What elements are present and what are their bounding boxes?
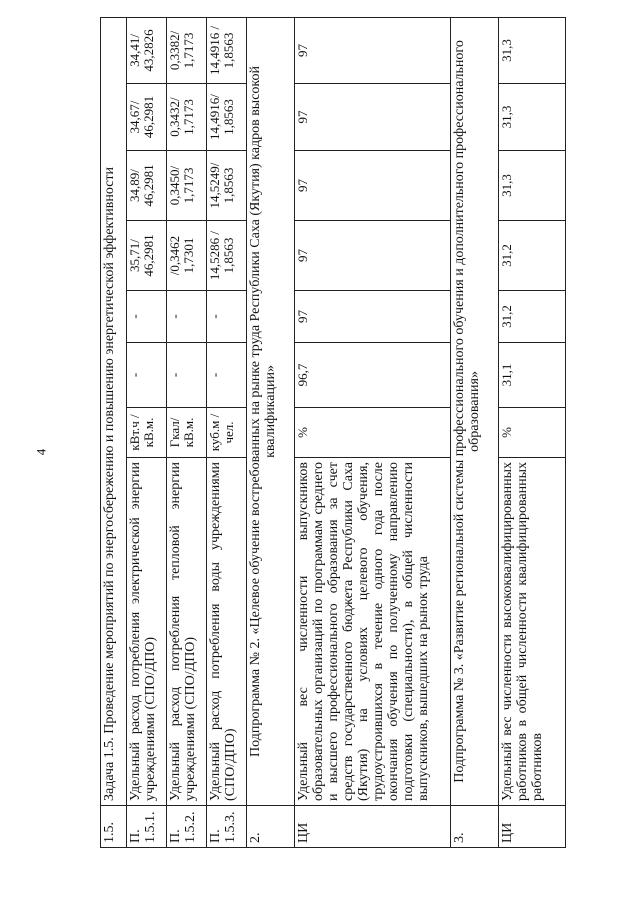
value-cell: 96,7 [295,343,451,408]
row-number: П. 1.5.1. [127,806,167,848]
table-row [167,17,207,847]
indicators-table [100,17,566,848]
rotated-table-container [100,18,565,848]
value-cell: 31,2 [499,291,566,343]
row-number: П. 1.5.3. [207,806,247,848]
table-row [247,17,295,847]
task-heading: Задача 1.5. Проведение мероприятий по энергосбережению и повышению энергетической эффективности [101,17,127,805]
table-row [207,17,247,847]
value-cell: 31,1 [499,343,566,408]
value-cell: - [207,291,247,343]
row-number: 1.5. [101,806,127,848]
value-cell: 14,5249/ 1,8563 [207,151,247,221]
value-cell: - [127,291,167,343]
indicator-description: Удельный расход потребления электрической энергии учреждениями (СПО/ДПО) [127,458,167,806]
value-cell: - [207,343,247,408]
table-row [451,17,499,847]
value-cell: - [167,291,207,343]
table-row [101,17,127,847]
value-cell: 31,3 [499,17,566,83]
indicator-description: Удельный расход потребления тепловой энергии учреждениями (СПО/ДПО) [167,458,207,806]
indicator-description: Удельный вес численности выпускников образовательных организаций по программам среднего и высшего профессионального образования за счет средств государственного бюджета Республики Саха (Якутия) на условиях целевого обучения, трудоустроившихся в течение одного года после окончания обучения по полученному направлению подготовки (специальности), в общей численности выпускников, вышедших на рынок труда [295,458,451,806]
value-cell: 0,3450/ 1,7173 [167,151,207,221]
subprogram-heading: Подпрограмма № 2. «Целевое обучение востребованных на рынке труда Республики Саха (Якутия) кадров высокой квалификации» [247,17,295,805]
unit-cell: Гкал/ кВ.м. [167,408,207,458]
value-cell: 14,4916/ 1,8563 [207,84,247,151]
value-cell: 34,67/ 46,2981 [127,84,167,151]
table-row [127,17,167,847]
value-cell: 31,3 [499,151,566,221]
value-cell: - [167,343,207,408]
value-cell: 35,71/ 46,2981 [127,221,167,291]
value-cell: 0,3382/ 1,7173 [167,17,207,83]
subprogram-heading: Подпрограмма № 3. «Развитие региональной системы профессионального обучения и дополнительного профессионального образования» [451,17,499,805]
table-row [499,17,566,847]
indicator-description: Удельный расход потребления воды учреждениями (СПО/ДПО) [207,458,247,806]
value-cell: 14,4916 / 1,8563 [207,17,247,83]
row-number: 3. [451,806,499,848]
value-cell: 97 [295,151,451,221]
unit-cell: % [295,408,451,458]
value-cell: 14,5286 / 1,8563 [207,221,247,291]
value-cell: 97 [295,291,451,343]
value-cell: - [127,343,167,408]
row-number: ЦИ [295,806,451,848]
value-cell: 97 [295,84,451,151]
row-number: ЦИ [499,806,566,848]
value-cell: 31,2 [499,221,566,291]
row-number: 2. [247,806,295,848]
table-row [295,17,451,847]
unit-cell: куб.м /чел. [207,408,247,458]
value-cell: 34,89/ 46,2981 [127,151,167,221]
value-cell: 34,41/ 43,2826 [127,17,167,83]
unit-cell: кВт.ч /кВ.м. [127,408,167,458]
value-cell: 97 [295,17,451,83]
unit-cell: % [499,408,566,458]
value-cell: 31,3 [499,84,566,151]
indicator-description: Удельный вес численности высококвалифицированных работников в общей численности квалифицированных работников [499,458,566,806]
page-number: 4 [33,448,49,456]
value-cell: /0,3462 1,7301 [167,221,207,291]
row-number: П. 1.5.2. [167,806,207,848]
value-cell: 97 [295,221,451,291]
value-cell: 0,3432/ 1,7173 [167,84,207,151]
